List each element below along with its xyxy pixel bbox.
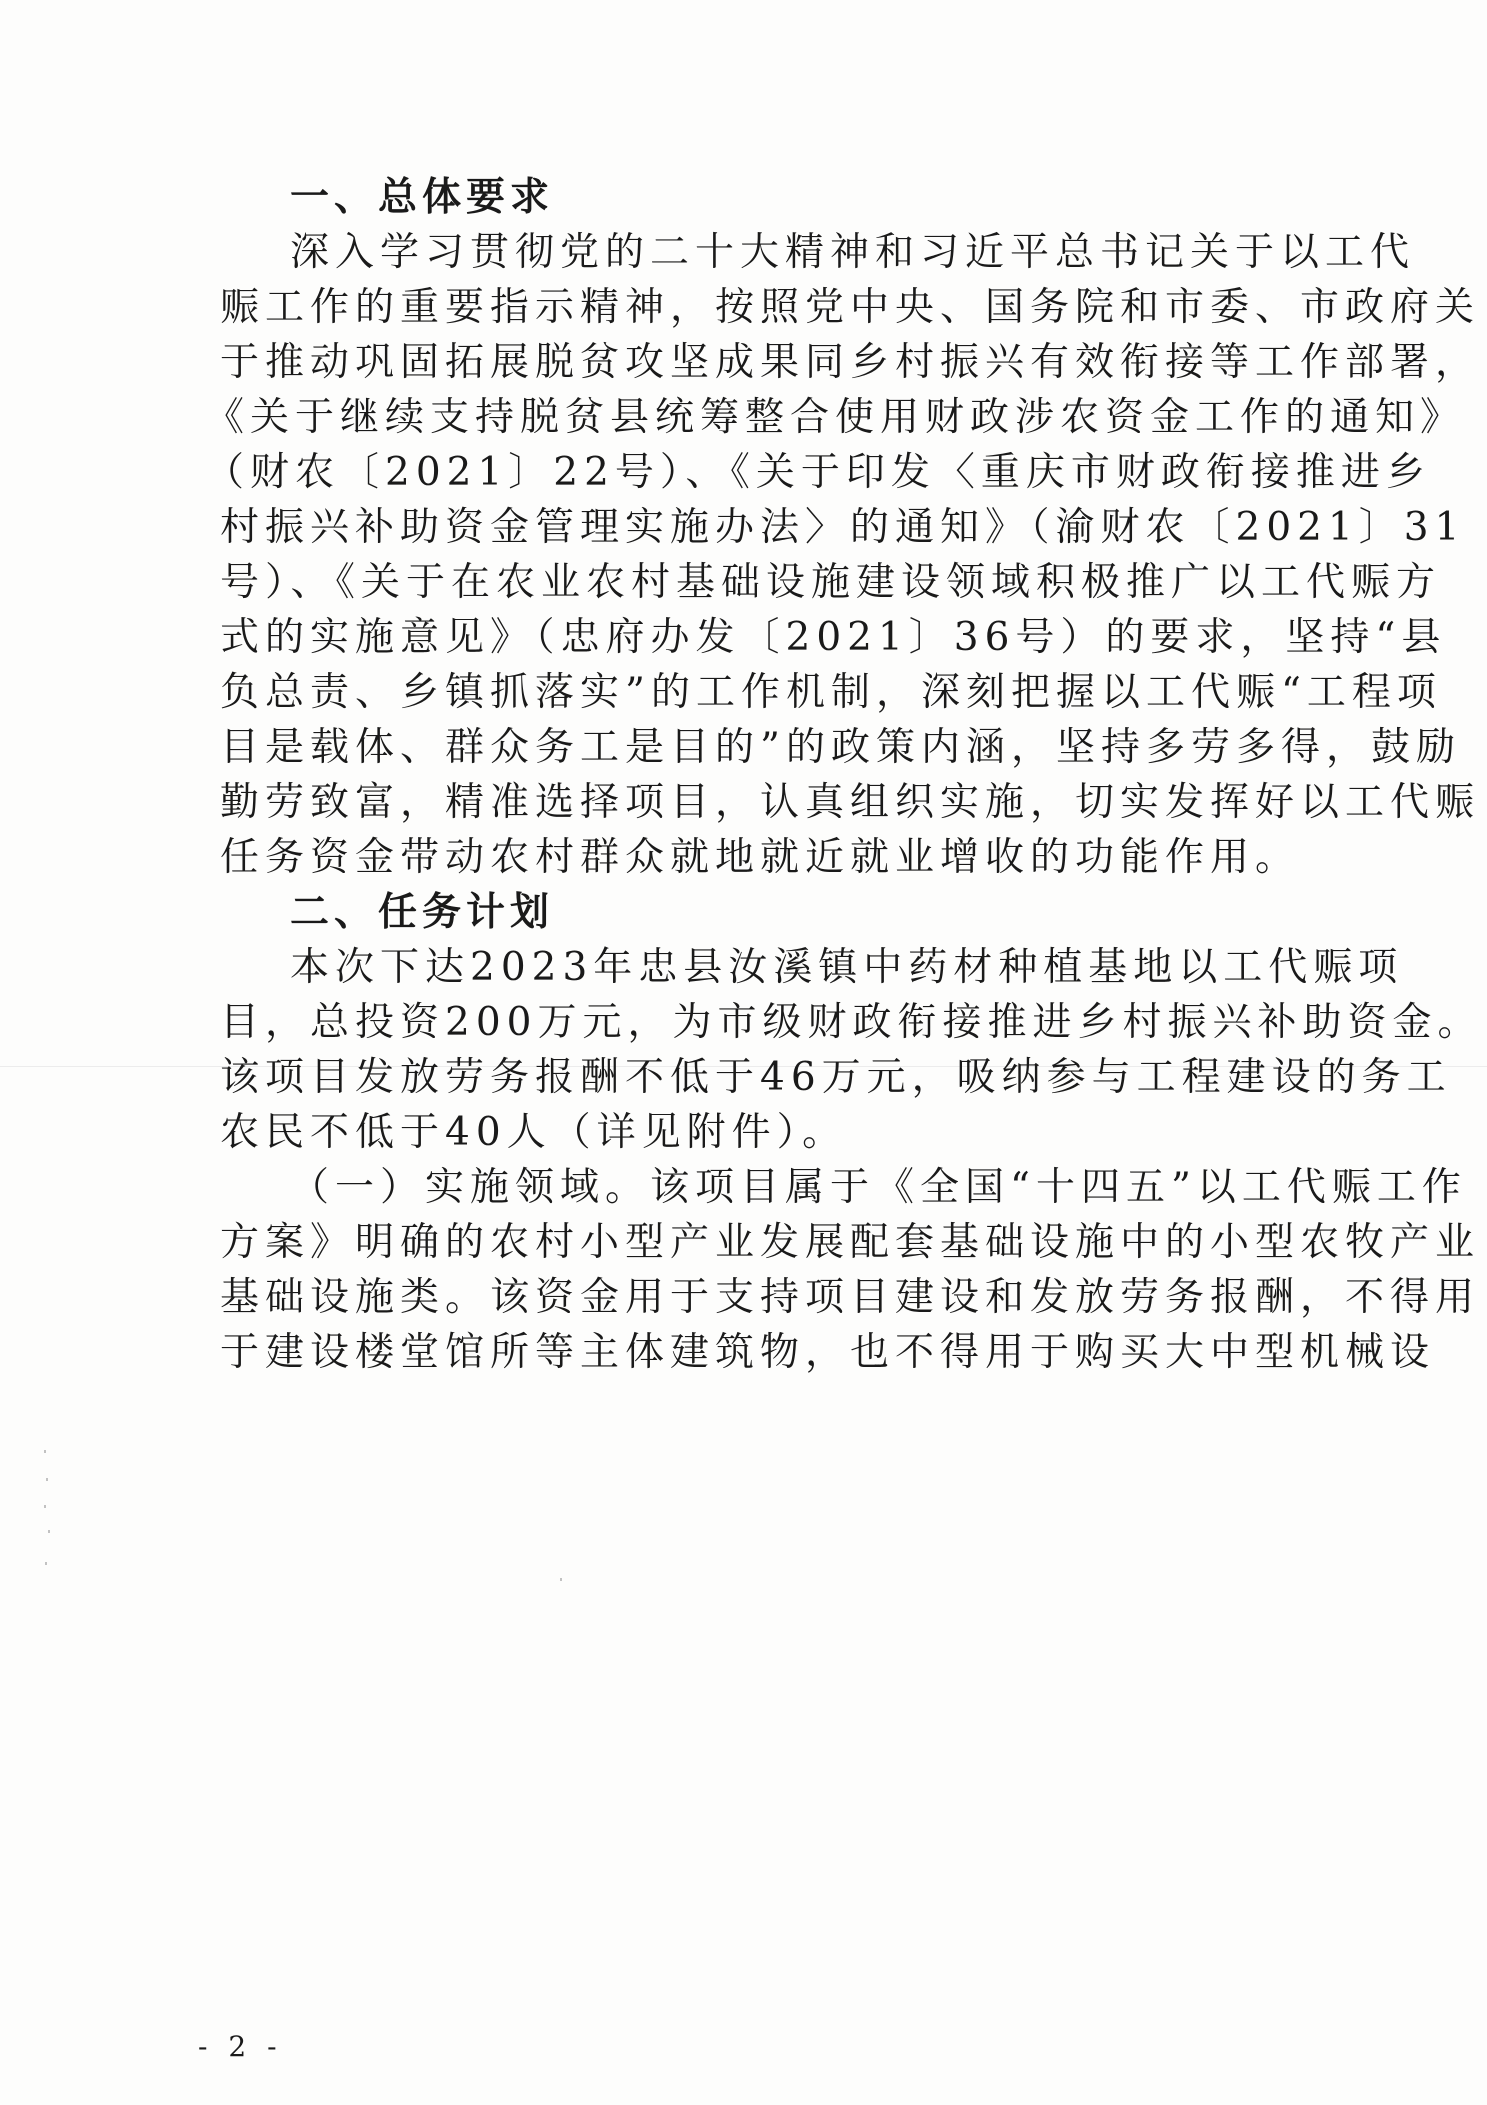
paragraph-line: 于建设楼堂馆所等主体建筑物，也不得用于购买大中型机械设: [220, 1330, 1436, 1375]
paragraph-line: 勤劳致富，精准选择项目，认真组织实施，切实发挥好以工代赈: [220, 780, 1481, 825]
paragraph-line: 农民不低于40人（详见附件）。: [220, 1110, 848, 1155]
scan-speck: [48, 1530, 50, 1533]
scan-speck: [44, 1505, 46, 1508]
paragraph-line: 《关于继续支持脱贫县统筹整合使用财政涉农资金工作的通知》: [205, 395, 1466, 440]
scan-speck: [560, 1578, 562, 1581]
paragraph-line: 负总责、乡镇抓落实”的工作机制，深刻把握以工代赈“工程项: [220, 670, 1442, 715]
paragraph-line: 深入学习贯彻党的二十大精神和习近平总书记关于以工代: [290, 230, 1416, 275]
paragraph-line: 赈工作的重要指示精神，按照党中央、国务院和市委、市政府关: [220, 285, 1481, 330]
section-heading-task-plan: 二、任务计划: [290, 890, 555, 935]
paragraph-line: 于推动巩固拓展脱贫攻坚成果同乡村振兴有效衔接等工作部署，: [220, 340, 1481, 385]
paragraph-line: 目，总投资200万元，为市级财政衔接推进乡村振兴补助资金。: [220, 1000, 1483, 1045]
paragraph-line: （一）实施领域。该项目属于《全国“十四五”以工代赈工作: [290, 1165, 1467, 1210]
paragraph-line: 目是载体、群众务工是目的”的政策内涵，坚持多劳多得，鼓励: [220, 725, 1461, 770]
scan-speck: [44, 1450, 46, 1453]
paragraph-line: 该项目发放劳务报酬不低于46万元，吸纳参与工程建设的务工: [220, 1055, 1452, 1100]
paragraph-line: 本次下达2023年忠县汝溪镇中药材种植基地以工代赈项: [290, 945, 1404, 990]
paragraph-line: （财农〔2021〕22号）、《关于印发〈重庆市财政衔接推进乡: [205, 450, 1431, 495]
paragraph-line: 式的实施意见》（忠府办发〔2021〕36号）的要求，坚持“县: [220, 615, 1447, 660]
paragraph-line: 任务资金带动农村群众就地就近就业增收的功能作用。: [220, 835, 1301, 880]
paragraph-line: 方案》明确的农村小型产业发展配套基础设施中的小型农牧产业: [220, 1220, 1481, 1265]
page-number: - 2 -: [198, 2030, 283, 2063]
scan-speck: [45, 1562, 47, 1565]
paragraph-line: 村振兴补助资金管理实施办法〉的通知》（渝财农〔2021〕31: [220, 505, 1466, 550]
paragraph-line: 基础设施类。该资金用于支持项目建设和发放劳务报酬，不得用: [220, 1275, 1481, 1320]
section-heading-overall-requirements: 一、总体要求: [290, 175, 555, 220]
scan-speck: [46, 1478, 48, 1481]
paragraph-line: 号）、《关于在农业农村基础设施建设领域积极推广以工代赈方: [220, 560, 1442, 605]
